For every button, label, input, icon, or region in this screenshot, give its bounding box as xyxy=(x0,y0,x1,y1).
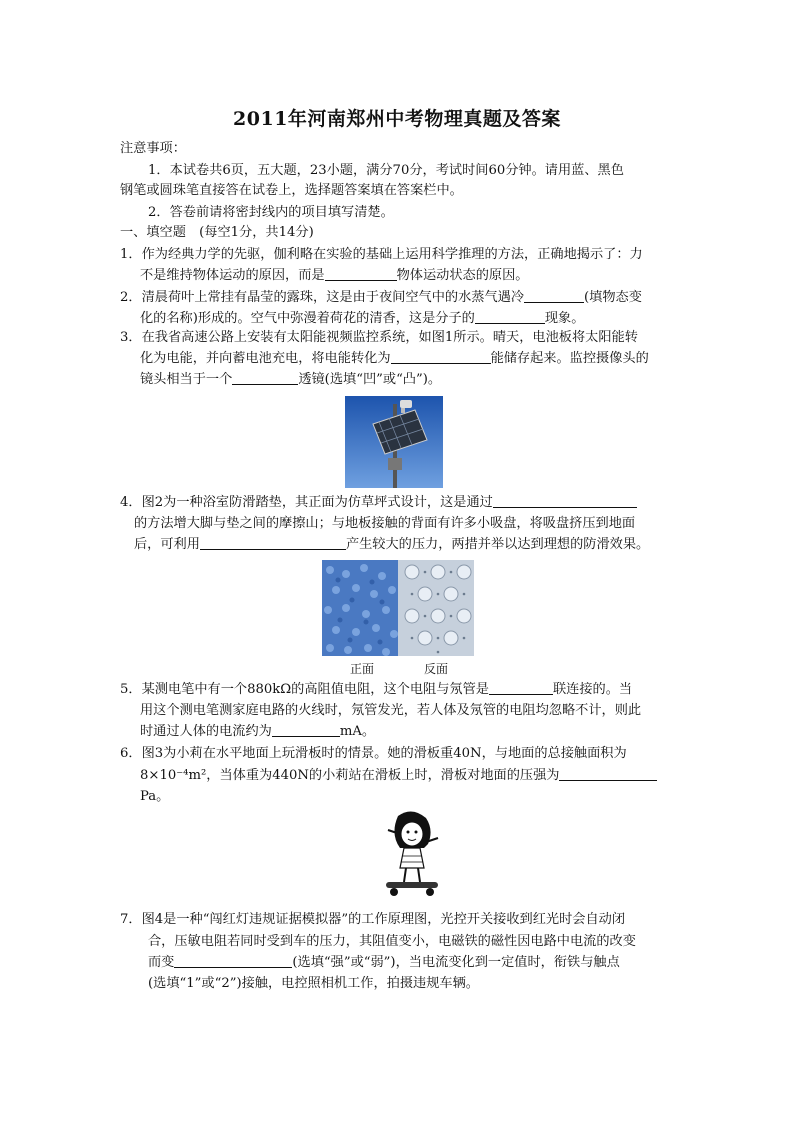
figure-1-solar-panel-image xyxy=(345,396,443,488)
question-4-text-b: 后，可利用 xyxy=(134,537,200,552)
answer-blank[interactable] xyxy=(174,952,292,968)
figure-3-skateboard-girl-image xyxy=(378,808,446,900)
notice-item-2: 2．答卷前请将密封线内的项目填写清楚。 xyxy=(148,205,394,220)
question-4-text-a: 4．图2为一种浴室防滑踏垫，其正面为仿草坪式设计，这是通过 xyxy=(120,495,493,510)
question-6-text-a: 8×10⁻⁴m²，当体重为440N的小莉站在滑板上时，滑板对地面的压强为 xyxy=(140,768,560,783)
question-5-line-2: 用这个测电笔测家庭电路的火线时，氖管发光，若人体及氖管的电阻均忽略不计，则此 xyxy=(140,703,642,718)
question-2-text-c: 化的名称)形成的。空气中弥漫着荷花的清香，这是分子的 xyxy=(140,311,475,326)
question-6-line-3: Pa。 xyxy=(140,789,170,804)
figure-2-mat-back-image xyxy=(398,560,474,656)
question-5-text-d: mA。 xyxy=(339,724,376,739)
question-2-line-1 xyxy=(120,287,642,309)
question-1-text-a: 不是维持物体运动的原因，而是 xyxy=(140,268,325,283)
question-5-text-b: 联连接的。当 xyxy=(552,682,633,697)
question-4-text-c: 产生较大的压力，两措并举以达到理想的防滑效果。 xyxy=(345,537,650,552)
question-3-line-3 xyxy=(140,369,441,391)
notice-item-1: 1．本试卷共6页，五大题，23小题，满分70分，考试时间60分钟。请用蓝、黑色 xyxy=(148,163,624,178)
question-2-text-b: (填物态变 xyxy=(584,290,642,305)
question-7-line-2: 合，压敏电阻若同时受到车的压力，其阻值变小，电磁铁的磁性因电路中电流的改变 xyxy=(148,934,636,949)
section-heading: 一、填空题 (每空1分，共14分) xyxy=(120,225,314,240)
figure-2-caption-back: 反面 xyxy=(424,662,449,676)
question-6-line-2 xyxy=(140,765,657,787)
question-7-line-4: (选填“1”或“2”)接触，电控照相机工作，拍摄违规车辆。 xyxy=(148,976,479,991)
question-3-text-d: 透镜(选填“凹”或“凸”)。 xyxy=(298,372,442,387)
answer-blank[interactable] xyxy=(200,534,346,550)
question-5-line-3 xyxy=(140,721,375,743)
notice-heading: 注意事项： xyxy=(120,141,186,156)
question-2-text-d: 现象。 xyxy=(544,311,585,326)
answer-blank[interactable] xyxy=(475,308,545,324)
question-2-text-a: 2．清晨荷叶上常挂有晶莹的露珠，这是由于夜间空气中的水蒸气遇冷 xyxy=(120,290,525,305)
question-3-line-1: 3．在我省高速公路上安装有太阳能视频监控系统，如图1所示。晴天，电池板将太阳能转 xyxy=(120,330,638,345)
question-1-text-b: 物体运动状态的原因。 xyxy=(396,268,529,283)
answer-blank[interactable] xyxy=(391,348,491,364)
answer-blank[interactable] xyxy=(493,492,637,508)
question-4-line-1 xyxy=(120,492,637,514)
question-6-line-1: 6．图3为小莉在水平地面上玩滑板时的情景。她的滑板重40N，与地面的总接触面积为 xyxy=(120,746,627,761)
question-3-text-c: 镜头相当于一个 xyxy=(140,372,233,387)
question-7-line-1: 7．图4是一种“闯红灯违规证据模拟器”的工作原理图，光控开关接收到红光时会自动闭 xyxy=(120,912,626,927)
question-1-line-1: 1．作为经典力学的先驱，伽利略在实验的基础上运用科学推理的方法，正确地揭示了：力 xyxy=(120,247,643,262)
question-3-text-b: 能储存起来。监控摄像头的 xyxy=(490,351,649,366)
question-3-line-2 xyxy=(140,348,649,370)
question-7-text-b: (选填“强”或“弱”)，当电流变化到一定值时，衔铁与触点 xyxy=(292,955,620,970)
answer-blank[interactable] xyxy=(232,369,298,385)
page-title: 2011年河南郑州中考物理真题及答案 xyxy=(233,108,561,130)
figure-2-mat-front-image xyxy=(322,560,398,656)
question-5-line-1 xyxy=(120,679,632,701)
answer-blank[interactable] xyxy=(272,721,340,737)
answer-blank[interactable] xyxy=(489,679,553,695)
answer-blank[interactable] xyxy=(325,265,397,281)
figure-2-caption-front: 正面 xyxy=(350,662,375,676)
question-4-line-3 xyxy=(134,534,649,556)
question-5-text-c: 时通过人体的电流约为 xyxy=(140,724,272,739)
question-7-line-3 xyxy=(148,952,620,974)
notice-item-1-cont: 钢笔或圆珠笔直接答在试卷上，选择题答案填在答案栏中。 xyxy=(120,183,463,198)
answer-blank[interactable] xyxy=(524,287,584,303)
question-1-line-2 xyxy=(140,265,529,287)
question-3-text-a: 化为电能，并向蓄电池充电，将电能转化为 xyxy=(140,351,391,366)
question-4-line-2: 的方法增大脚与垫之间的摩擦山；与地板接触的背面有许多小吸盘，将吸盘挤压到地面 xyxy=(134,516,636,531)
question-5-text-a: 5．某测电笔中有一个880kΩ的高阻值电阻，这个电阻与氖管是 xyxy=(120,682,489,697)
question-7-text-a: 而变 xyxy=(148,955,175,970)
answer-blank[interactable] xyxy=(559,765,657,781)
